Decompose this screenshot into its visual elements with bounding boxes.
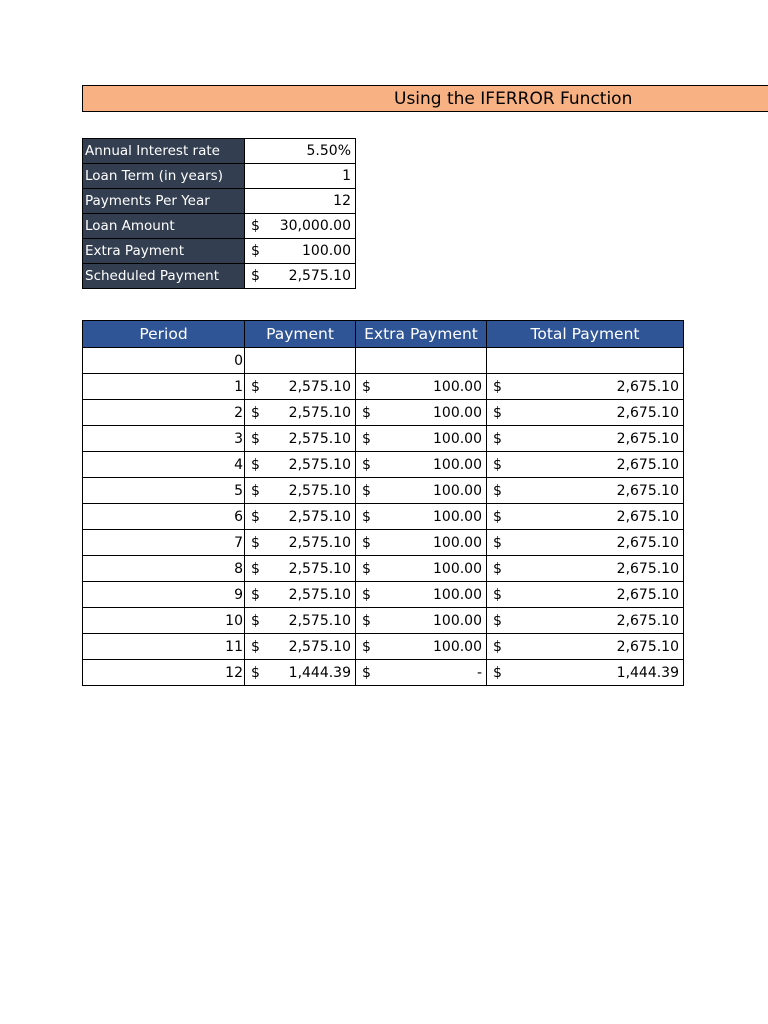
extra-payment-cell[interactable] [356, 452, 487, 478]
total-payment-currency-symbol: $ [493, 508, 502, 525]
payment-currency-symbol: $ [251, 638, 260, 655]
total-payment-currency-symbol: $ [493, 378, 502, 395]
table-row [83, 504, 684, 530]
period-cell[interactable]: 1 [83, 374, 245, 400]
extra-payment-currency-symbol: $ [362, 612, 371, 629]
period-cell[interactable]: 6 [83, 504, 245, 530]
input-label: Scheduled Payment [83, 264, 245, 289]
table-row [83, 426, 684, 452]
total-payment-value: 2,675.10 [616, 508, 679, 525]
payment-schedule-table [82, 320, 684, 686]
total-payment-value: 2,675.10 [616, 378, 679, 395]
period-cell[interactable]: 3 [83, 426, 245, 452]
total-payment-value: 2,675.10 [616, 482, 679, 499]
loan-inputs-table [82, 138, 356, 289]
table-row [83, 452, 684, 478]
table-row [83, 400, 684, 426]
input-cell[interactable] [245, 214, 356, 239]
total-payment-cell[interactable] [487, 608, 684, 634]
extra-payment-currency-symbol: $ [362, 586, 371, 603]
payment-currency-symbol: $ [251, 612, 260, 629]
payment-value: 2,575.10 [288, 612, 351, 629]
total-payment-value: 2,675.10 [616, 534, 679, 551]
extra-payment-value: 100.00 [433, 508, 482, 525]
extra-payment-cell[interactable] [356, 478, 487, 504]
input-currency-symbol: $ [251, 243, 260, 259]
extra-payment-currency-symbol: $ [362, 638, 371, 655]
schedule-header-row [83, 321, 684, 348]
payment-cell[interactable] [245, 374, 356, 400]
total-payment-cell[interactable] [487, 452, 684, 478]
payment-currency-symbol: $ [251, 508, 260, 525]
period-cell[interactable]: 12 [83, 660, 245, 686]
input-label: Loan Term (in years) [83, 164, 245, 189]
period-cell[interactable]: 7 [83, 530, 245, 556]
input-value: 100.00 [302, 243, 351, 259]
payment-currency-symbol: $ [251, 534, 260, 551]
payment-value: 2,575.10 [288, 508, 351, 525]
total-payment-cell[interactable] [487, 530, 684, 556]
header-total-payment[interactable]: Total Payment [487, 321, 684, 348]
total-payment-value: 2,675.10 [616, 560, 679, 577]
payment-cell[interactable] [245, 504, 356, 530]
period-cell[interactable]: 5 [83, 478, 245, 504]
total-payment-currency-symbol: $ [493, 612, 502, 629]
extra-payment-value: 100.00 [433, 456, 482, 473]
payment-cell[interactable] [245, 400, 356, 426]
payment-cell[interactable] [245, 582, 356, 608]
period-cell[interactable]: 9 [83, 582, 245, 608]
total-payment-value: 2,675.10 [616, 430, 679, 447]
payment-currency-symbol: $ [251, 404, 260, 421]
period-cell[interactable]: 2 [83, 400, 245, 426]
input-row [83, 139, 356, 164]
extra-payment-cell[interactable] [356, 426, 487, 452]
period-cell[interactable]: 11 [83, 634, 245, 660]
extra-payment-value: 100.00 [433, 586, 482, 603]
table-row [83, 660, 684, 686]
payment-currency-symbol: $ [251, 664, 260, 681]
payment-cell[interactable] [245, 478, 356, 504]
table-row [83, 608, 684, 634]
total-payment-currency-symbol: $ [493, 638, 502, 655]
period-cell[interactable]: 4 [83, 452, 245, 478]
payment-cell[interactable] [245, 452, 356, 478]
total-payment-currency-symbol: $ [493, 456, 502, 473]
total-payment-currency-symbol: $ [493, 560, 502, 577]
total-payment-value: 2,675.10 [616, 456, 679, 473]
extra-payment-cell[interactable] [356, 582, 487, 608]
input-row [83, 264, 356, 289]
input-value[interactable]: 1 [245, 164, 356, 189]
period-cell[interactable]: 8 [83, 556, 245, 582]
total-payment-value: 1,444.39 [616, 664, 679, 681]
total-payment-cell[interactable] [487, 582, 684, 608]
payment-cell[interactable] [245, 660, 356, 686]
total-payment-cell[interactable] [487, 504, 684, 530]
payment-cell[interactable] [245, 556, 356, 582]
input-value[interactable]: 5.50% [245, 139, 356, 164]
input-row [83, 164, 356, 189]
extra-payment-value: 100.00 [433, 534, 482, 551]
extra-payment-cell[interactable] [356, 634, 487, 660]
extra-payment-currency-symbol: $ [362, 482, 371, 499]
header-extra-payment[interactable]: Extra Payment [356, 321, 487, 348]
payment-value: 2,575.10 [288, 560, 351, 577]
input-row [83, 214, 356, 239]
payment-cell[interactable] [245, 530, 356, 556]
payment-cell[interactable] [245, 608, 356, 634]
extra-payment-cell[interactable] [356, 608, 487, 634]
payment-currency-symbol: $ [251, 430, 260, 447]
extra-payment-currency-symbol: $ [362, 378, 371, 395]
input-label: Annual Interest rate [83, 139, 245, 164]
extra-payment-cell[interactable] [356, 556, 487, 582]
extra-payment-cell[interactable] [356, 504, 487, 530]
input-value: 30,000.00 [279, 218, 351, 234]
total-payment-currency-symbol: $ [493, 664, 502, 681]
total-payment-cell[interactable] [487, 348, 684, 374]
header-period[interactable]: Period [83, 321, 245, 348]
table-row [83, 348, 684, 374]
total-payment-cell[interactable] [487, 400, 684, 426]
input-row [83, 189, 356, 214]
extra-payment-value: 100.00 [433, 638, 482, 655]
payment-value: 2,575.10 [288, 456, 351, 473]
extra-payment-value: - [476, 664, 482, 681]
extra-payment-currency-symbol: $ [362, 404, 371, 421]
extra-payment-currency-symbol: $ [362, 534, 371, 551]
total-payment-currency-symbol: $ [493, 404, 502, 421]
extra-payment-cell[interactable] [356, 374, 487, 400]
total-payment-cell[interactable] [487, 426, 684, 452]
payment-currency-symbol: $ [251, 560, 260, 577]
total-payment-value: 2,675.10 [616, 404, 679, 421]
payment-value: 2,575.10 [288, 482, 351, 499]
payment-currency-symbol: $ [251, 586, 260, 603]
total-payment-value: 2,675.10 [616, 638, 679, 655]
extra-payment-value: 100.00 [433, 612, 482, 629]
input-value[interactable]: 12 [245, 189, 356, 214]
table-row [83, 478, 684, 504]
input-cell[interactable] [245, 264, 356, 289]
input-label: Extra Payment [83, 239, 245, 264]
extra-payment-currency-symbol: $ [362, 560, 371, 577]
extra-payment-value: 100.00 [433, 404, 482, 421]
page-title: Using the IFERROR Function [394, 89, 633, 109]
total-payment-cell[interactable] [487, 374, 684, 400]
input-label: Loan Amount [83, 214, 245, 239]
extra-payment-cell[interactable] [356, 348, 487, 374]
input-label: Payments Per Year [83, 189, 245, 214]
input-currency-symbol: $ [251, 268, 260, 284]
total-payment-value: 2,675.10 [616, 586, 679, 603]
total-payment-cell[interactable] [487, 478, 684, 504]
extra-payment-currency-symbol: $ [362, 430, 371, 447]
payment-currency-symbol: $ [251, 456, 260, 473]
payment-cell[interactable] [245, 634, 356, 660]
header-payment[interactable]: Payment [245, 321, 356, 348]
table-row [83, 556, 684, 582]
payment-value: 2,575.10 [288, 430, 351, 447]
total-payment-value: 2,675.10 [616, 612, 679, 629]
extra-payment-cell[interactable] [356, 530, 487, 556]
payment-value: 2,575.10 [288, 586, 351, 603]
payment-currency-symbol: $ [251, 482, 260, 499]
extra-payment-currency-symbol: $ [362, 508, 371, 525]
input-value: 2,575.10 [288, 268, 351, 284]
total-payment-currency-symbol: $ [493, 534, 502, 551]
total-payment-cell[interactable] [487, 556, 684, 582]
input-cell[interactable] [245, 239, 356, 264]
total-payment-cell[interactable] [487, 634, 684, 660]
extra-payment-value: 100.00 [433, 378, 482, 395]
table-row [83, 530, 684, 556]
extra-payment-value: 100.00 [433, 560, 482, 577]
extra-payment-currency-symbol: $ [362, 664, 371, 681]
period-cell[interactable]: 0 [83, 348, 245, 374]
input-row [83, 239, 356, 264]
payment-value: 1,444.39 [288, 664, 351, 681]
payment-value: 2,575.10 [288, 534, 351, 551]
loan-inputs-body [83, 139, 356, 289]
extra-payment-cell[interactable] [356, 400, 487, 426]
input-currency-symbol: $ [251, 218, 260, 234]
extra-payment-value: 100.00 [433, 430, 482, 447]
extra-payment-currency-symbol: $ [362, 456, 371, 473]
table-row [83, 634, 684, 660]
payment-currency-symbol: $ [251, 378, 260, 395]
period-cell[interactable]: 10 [83, 608, 245, 634]
payment-cell[interactable] [245, 348, 356, 374]
extra-payment-cell[interactable] [356, 660, 487, 686]
payment-cell[interactable] [245, 426, 356, 452]
total-payment-currency-symbol: $ [493, 482, 502, 499]
payment-value: 2,575.10 [288, 638, 351, 655]
total-payment-cell[interactable] [487, 660, 684, 686]
payment-value: 2,575.10 [288, 378, 351, 395]
total-payment-currency-symbol: $ [493, 586, 502, 603]
schedule-body [83, 348, 684, 686]
payment-value: 2,575.10 [288, 404, 351, 421]
total-payment-currency-symbol: $ [493, 430, 502, 447]
extra-payment-value: 100.00 [433, 482, 482, 499]
table-row [83, 374, 684, 400]
table-row [83, 582, 684, 608]
